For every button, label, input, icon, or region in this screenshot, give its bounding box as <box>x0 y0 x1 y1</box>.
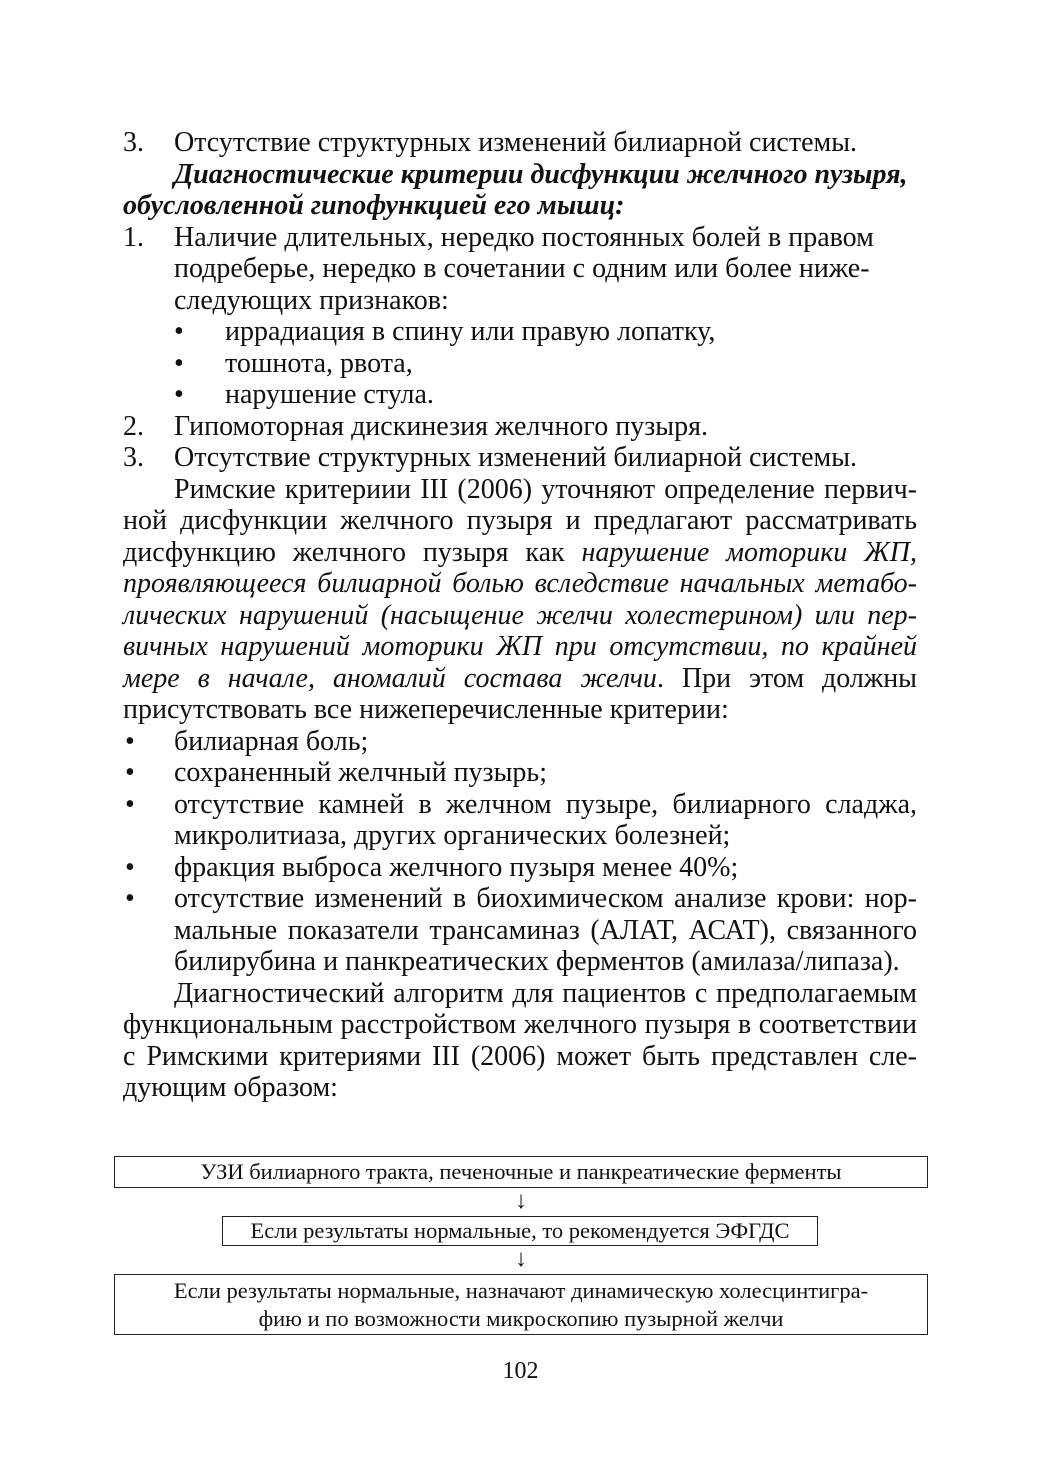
sub-list-item <box>123 379 917 411</box>
bullet-icon: • <box>174 347 184 379</box>
list-text: отсутствие изменений в биохимическом анализе крови: нор-мальные показатели трансаминаз (АЛАТ, АСАТ), связанного билирубина и панкреатических ферментов (амилаза/липаза). <box>174 883 917 977</box>
flowchart-box-cholescintigraphy <box>114 1274 928 1335</box>
paragraph-text: Римские критериии III (2006) уточняют определение первич-ной дисфункции желчного пузыря и предлагают рассматривать дисфункцию желчного пузыря как <box>123 473 917 568</box>
list-text: билиарная боль; <box>174 725 369 757</box>
list-number: 2. <box>123 410 144 442</box>
sub-list-item <box>123 316 917 348</box>
sub-list-text: тошнота, рвота, <box>225 347 413 379</box>
list-text: Наличие длительных, нередко постоянных болей в правом подреберье, нередко в сочетании с одним или более ниже-следующих признаков: <box>174 221 874 316</box>
bullet-icon: • <box>125 757 135 788</box>
list-item <box>123 411 917 443</box>
paragraph: Диагностический алгоритм для пациентов с предполагаемым функциональным расстройством желчного пузыря в соответствии с Римскими критериями III (2006) может быть представлен сле-дующим образом: <box>123 977 917 1103</box>
list-item <box>123 789 917 852</box>
list-item <box>123 127 917 159</box>
paragraph <box>123 474 917 726</box>
list-item <box>123 442 917 474</box>
section-heading-cont: обусловленной гипофункцией его мышц: <box>123 190 625 221</box>
list-text: Гипомоторная дискинезия желчного пузыря. <box>174 410 708 442</box>
list-item <box>123 726 917 758</box>
list-item <box>123 757 917 789</box>
sub-list-text: нарушение стула. <box>225 379 434 410</box>
list-text: сохраненный желчный пузырь; <box>174 757 547 788</box>
list-number: 3. <box>123 442 144 473</box>
bullet-icon: • <box>174 316 184 347</box>
list-item <box>123 852 917 884</box>
flowchart-box-ultrasound: УЗИ билиарного тракта, печеночные и панкреатические ферменты <box>114 1156 928 1188</box>
arrow-down-icon: ↓ <box>515 1246 527 1272</box>
bullet-icon: • <box>125 788 135 820</box>
list-item <box>123 883 917 978</box>
sub-list-text: иррадиация в спину или правую лопатку, <box>225 316 716 347</box>
list-text: фракция выброса желчного пузыря менее 40%; <box>174 851 739 883</box>
page-body <box>123 127 917 1104</box>
paragraph-text: . При этом должны присутствовать все нижеперечисленные критерии: <box>123 662 917 725</box>
flowchart-box-line: фию и по возможности микроскопию пузырной желчи <box>258 1306 784 1331</box>
paragraph-italic-text: нарушение моторики ЖП, проявляющееся билиарной болью вследствие начальных метабо-лических нарушений (насыщение желчи холестерином) или пер-вичных нарушений моторики ЖП при отсутствии, по крайней мере в начале, аномалий состава желчи <box>123 536 917 694</box>
list-number: 1. <box>123 221 144 253</box>
arrow-down-icon: ↓ <box>515 1188 527 1214</box>
bullet-icon: • <box>125 883 135 914</box>
sub-list-item <box>123 348 917 380</box>
page-number: 102 <box>502 1358 539 1384</box>
section-heading: Диагностические критерии дисфункции желчного пузыря, <box>174 158 908 190</box>
list-number: 3. <box>123 127 144 158</box>
list-item <box>123 222 917 317</box>
flowchart-box-egds: Если результаты нормальные, то рекомендуется ЭФГДС <box>222 1216 818 1246</box>
list-text: Отсутствие структурных изменений билиарной системы. <box>174 442 858 473</box>
bullet-icon: • <box>174 379 184 410</box>
bullet-icon: • <box>125 725 135 757</box>
list-text: Отсутствие структурных изменений билиарной системы. <box>174 127 858 158</box>
flowchart-box-line: Если результаты нормальные, назначают динамическую холесцинтигра- <box>173 1278 869 1303</box>
list-text: отсутствие камней в желчном пузыре, билиарного сладжа, микролитиаза, других органических болезней; <box>174 788 917 851</box>
bullet-icon: • <box>125 851 135 883</box>
